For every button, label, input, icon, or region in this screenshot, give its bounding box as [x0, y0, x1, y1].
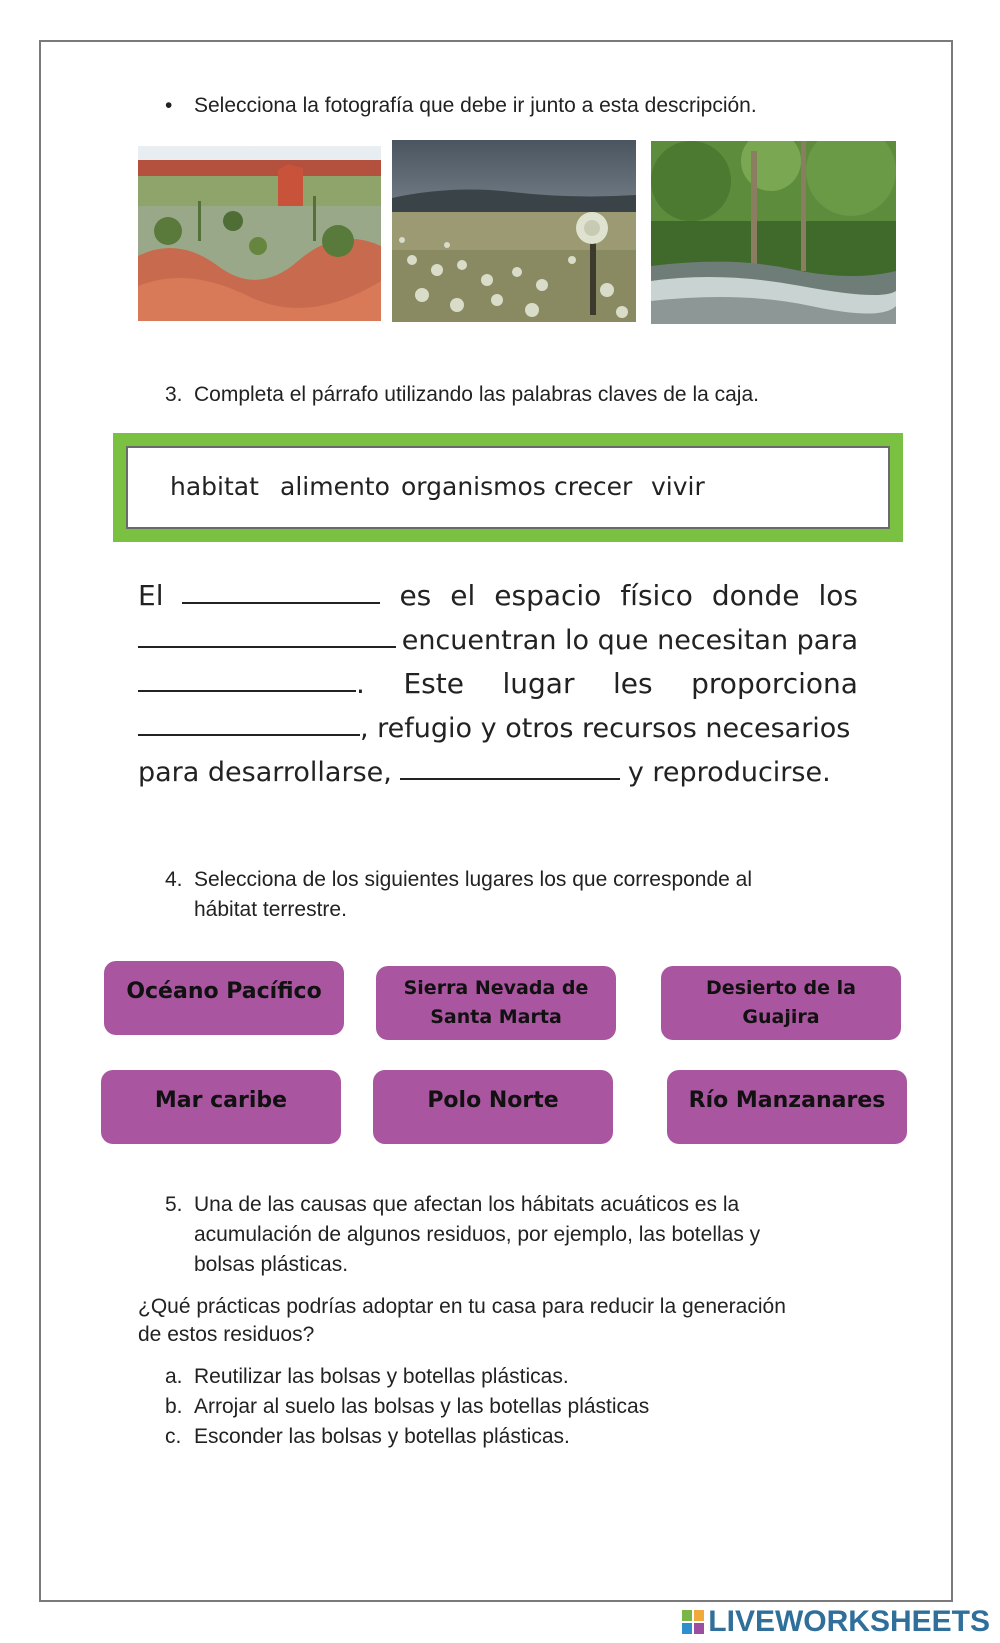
words: , refugio y otros recursos necesarios: [360, 713, 851, 744]
option-label: Río Manzanares: [688, 1087, 886, 1113]
blank-input[interactable]: [400, 778, 620, 780]
blank-input[interactable]: [138, 690, 356, 692]
question-number: 5.: [165, 1193, 183, 1216]
word: Este: [403, 667, 464, 700]
paragraph-line: . Este lugar les proporciona: [138, 660, 858, 700]
paragraph-line: [138, 704, 858, 744]
logo-blocks-icon: [682, 1610, 704, 1634]
fill-in-paragraph: [138, 572, 858, 792]
option-rio-manzanares[interactable]: [667, 1070, 907, 1144]
keyword[interactable]: organismos: [401, 472, 546, 501]
word: espacio: [494, 579, 602, 612]
option-mar-caribe[interactable]: [101, 1070, 341, 1144]
keyword-box-inner: [126, 446, 890, 529]
question-text: Selecciona de los siguientes lugares los que corresponde al: [194, 868, 753, 891]
word: proporciona: [691, 667, 858, 700]
option-sierra-nevada[interactable]: [376, 966, 616, 1040]
bullet: •: [165, 94, 173, 117]
forest-river-photo[interactable]: [651, 141, 896, 324]
question-number: 3.: [165, 383, 183, 406]
question-text: hábitat terrestre.: [194, 898, 347, 921]
word: lugar: [502, 667, 575, 700]
answer-letter: c.: [165, 1425, 182, 1448]
blank-input[interactable]: [138, 734, 360, 736]
brand-text: LIVEWORKSHEETS: [708, 1605, 990, 1638]
practice-question: [138, 1293, 898, 1349]
answer-text: Arrojar al suelo las bolsas y las botellas plásticas: [194, 1395, 650, 1418]
keyword[interactable]: crecer: [554, 472, 633, 501]
option-label: Mar caribe: [154, 1087, 288, 1113]
question-text: Completa el párrafo utilizando las palabras claves de la caja.: [194, 383, 759, 406]
option-label: Sierra Nevada de: [403, 977, 589, 999]
keyword-box: [113, 433, 903, 542]
liveworksheets-logo: [682, 1607, 990, 1637]
option-desierto-guajira[interactable]: [661, 966, 901, 1040]
practice-question-line: de estos residuos?: [138, 1323, 315, 1346]
word: los: [818, 579, 858, 612]
question-number: 4.: [165, 868, 183, 891]
option-label: Guajira: [742, 1006, 820, 1028]
word: el: [450, 579, 476, 612]
paragraph-line: [138, 616, 858, 656]
blank-input[interactable]: [182, 602, 380, 604]
keyword[interactable]: alimento: [280, 472, 390, 501]
desert-photo[interactable]: [138, 146, 381, 321]
question-text: acumulación de algunos residuos, por ejemplo, las botellas y: [194, 1223, 761, 1246]
question-text: bolsas plásticas.: [194, 1253, 349, 1276]
answer-letter: a.: [165, 1365, 183, 1388]
paramo-photo[interactable]: [392, 140, 636, 322]
select-photo-text: Selecciona la fotografía que debe ir junto a esta descripción.: [194, 94, 757, 117]
word: El: [138, 579, 164, 612]
option-label: Desierto de la: [706, 977, 856, 999]
option-label: Santa Marta: [430, 1006, 562, 1028]
words: para desarrollarse,: [138, 757, 392, 788]
option-label: Océano Pacífico: [126, 978, 322, 1004]
answer-text: Reutilizar las bolsas y botellas plásticas.: [194, 1365, 569, 1388]
word: es: [399, 579, 432, 612]
practice-question-line: ¿Qué prácticas podrías adoptar en tu casa para reducir la generación: [138, 1295, 786, 1318]
question-text: Una de las causas que afectan los hábitats acuáticos es la: [194, 1193, 740, 1216]
blank-input[interactable]: [138, 646, 396, 648]
option-oceano-pacifico[interactable]: [104, 961, 344, 1035]
keyword[interactable]: habitat: [170, 472, 259, 501]
words: y reproducirse.: [627, 757, 831, 788]
word: físico: [620, 579, 693, 612]
option-label: Polo Norte: [427, 1087, 559, 1113]
word: donde: [711, 579, 800, 612]
answer-letter: b.: [165, 1395, 183, 1418]
paragraph-line: [138, 748, 858, 788]
keyword[interactable]: vivir: [651, 472, 705, 501]
paragraph-line: [138, 572, 858, 612]
word: les: [613, 667, 653, 700]
answer-text: Esconder las bolsas y botellas plásticas.: [194, 1425, 570, 1448]
words: encuentran lo que necesitan para: [401, 625, 858, 656]
option-polo-norte[interactable]: [373, 1070, 613, 1144]
